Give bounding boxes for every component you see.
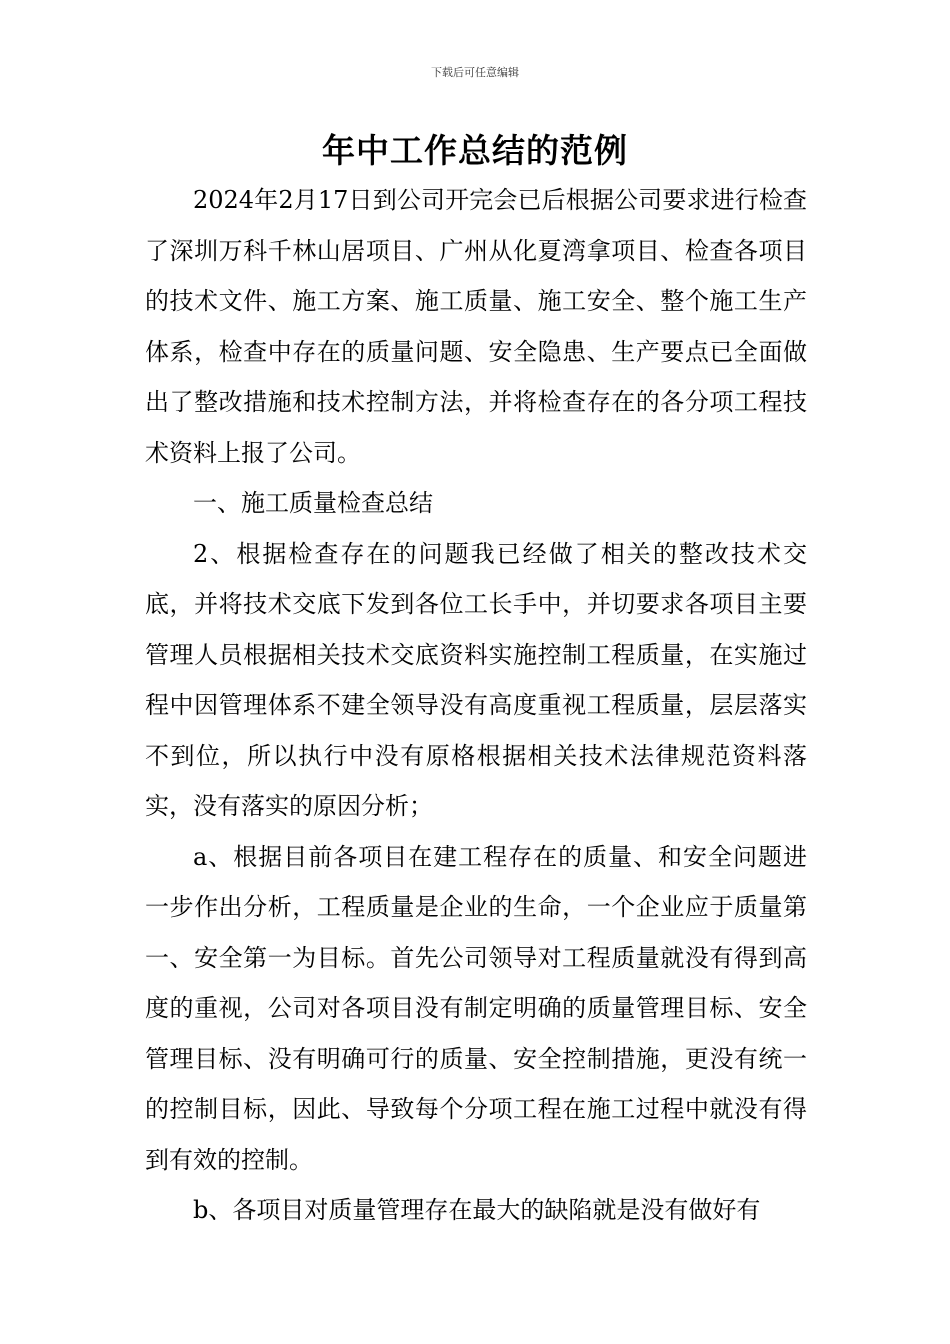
- document-body: [145, 175, 807, 1236]
- paragraph-item-b: b、各项目对质量管理存在最大的缺陷就是没有做好有: [193, 1196, 761, 1224]
- header-note: 下载后可任意编辑: [431, 66, 519, 79]
- paragraph-item-a: a、根据目前各项目在建工程存在的质量、和安全问题进一步作出分析，工程质量是企业的生命，一个企业应于质量第一、安全第一为目标。首先公司领导对工程质量就没有得到高度的重视，公司对各项目没有制定明确的质量管理目标、安全管理目标、没有明确可行的质量、安全控制措施，更没有统一的控制目标，因此、导致每个分项工程在施工过程中就没有得到有效的控制。: [145, 842, 807, 1174]
- paragraph-item-2: 2、根据检查存在的问题我已经做了相关的整改技术交底，并将技术交底下发到各位工长手中，并切要求各项目主要管理人员根据相关技术交底资料实施控制工程质量，在实施过程中因管理体系不建全领导没有高度重视工程质量，层层落实不到位，所以执行中没有原格根据相关技术法律规范资料落实，没有落实的原因分析；: [145, 539, 807, 820]
- section-heading-quality: 一、施工质量检查总结: [193, 489, 433, 517]
- page-title: 年中工作总结的范例: [322, 131, 628, 170]
- paragraph-intro: 2024年2月17日到公司开完会已后根据公司要求进行检查了深圳万科千林山居项目、广州从化夏湾拿项目、检查各项目的技术文件、施工方案、施工质量、施工安全、整个施工生产体系，检查中存在的质量问题、安全隐患、生产要点已全面做出了整改措施和技术控制方法，并将检查存在的各分项工程技术资料上报了公司。: [145, 186, 807, 467]
